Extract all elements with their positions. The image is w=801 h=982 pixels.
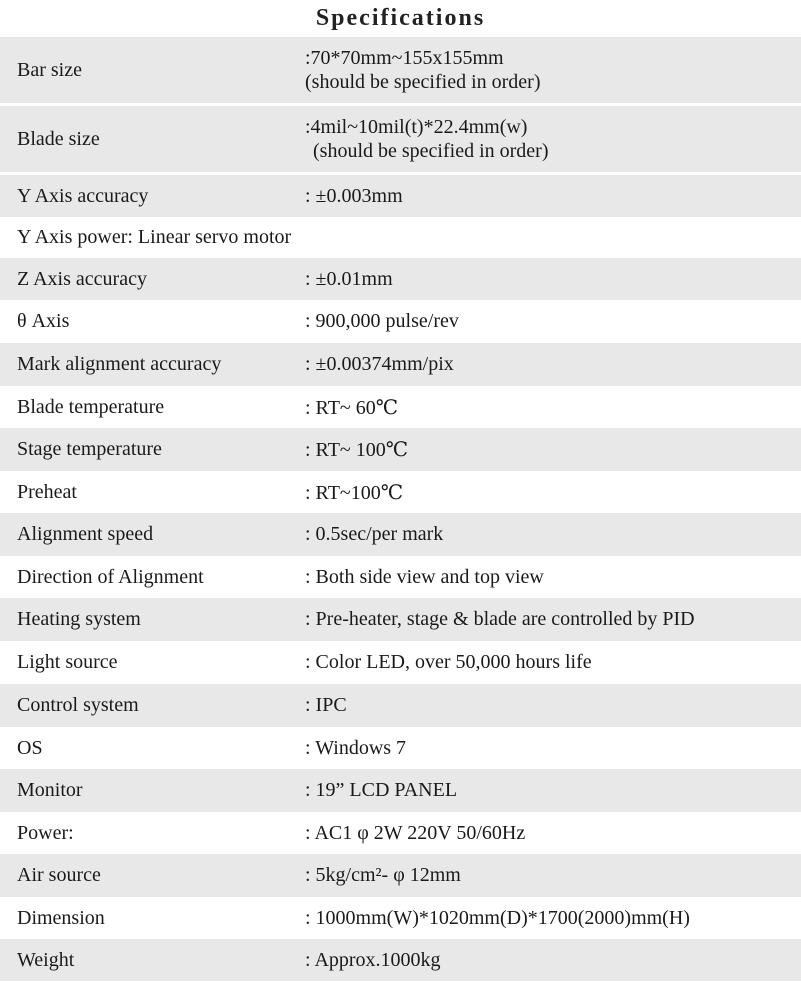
spec-row-os [0, 727, 801, 769]
spec-value: : Approx.1000kg [305, 948, 441, 971]
spec-row-air-source [0, 854, 801, 897]
spec-value-note: (should be specified in order) [305, 71, 541, 93]
spec-value-line: :4mil~10mil(t)*22.4mm(w) [305, 116, 528, 138]
spec-value: : RT~100℃ [305, 481, 404, 504]
spec-value-note: (should be specified in order) [313, 140, 549, 162]
spec-label: Blade size [17, 127, 100, 150]
spec-label: Air source [17, 864, 101, 886]
spec-value [305, 46, 801, 94]
spec-value: : 19” LCD PANEL [305, 779, 458, 801]
spec-label: Blade temperature [17, 395, 165, 418]
spec-row-weight [0, 939, 801, 981]
spec-value-line: :70*70mm~155x155mm [305, 47, 504, 69]
spec-value: : 1000mm(W)*1020mm(D)*1700(2000)mm(H) [305, 906, 690, 929]
spec-value: : ±0.00374mm/pix [305, 353, 454, 375]
spec-row-power [0, 812, 801, 854]
spec-row-light-source [0, 641, 801, 684]
spec-label: Heating system [17, 608, 141, 630]
page-title: Specifications [0, 0, 801, 37]
spec-value: : Windows 7 [305, 736, 407, 759]
spec-label: Weight [17, 948, 75, 971]
spec-row-blade-size [0, 106, 801, 172]
spec-label: Light source [17, 651, 118, 673]
spec-label: Preheat [17, 480, 77, 503]
spec-label: OS [17, 736, 43, 759]
spec-row-y-axis-power [0, 217, 801, 258]
spec-label: Z Axis accuracy [17, 267, 147, 290]
spec-label: Direction of Alignment [17, 565, 204, 588]
spec-value: : ±0.01mm [305, 267, 393, 290]
spec-value: : 5kg/cm²- φ 12mm [305, 864, 461, 886]
spec-row-monitor [0, 769, 801, 812]
spec-label: θ Axis [17, 310, 70, 332]
spec-label: Power: [17, 821, 74, 844]
spec-label: Control system [17, 694, 139, 716]
spec-value: : 0.5sec/per mark [305, 523, 444, 545]
spec-row-dimension [0, 897, 801, 939]
spec-row-preheat [0, 471, 801, 513]
spec-label: Y Axis accuracy [17, 184, 149, 207]
spec-label: Mark alignment accuracy [17, 353, 222, 375]
spec-value: : RT~ 100℃ [305, 439, 409, 461]
spec-row-mark-alignment-accuracy [0, 343, 801, 386]
spec-label: Alignment speed [17, 523, 154, 545]
spec-row-bar-size [0, 37, 801, 103]
spec-row-y-axis-accuracy [0, 175, 801, 217]
spec-row-stage-temperature [0, 428, 801, 471]
spec-label: Dimension [17, 906, 105, 929]
spec-value: : ±0.003mm [305, 184, 403, 207]
spec-row-heating-system [0, 598, 801, 641]
spec-value: : Color LED, over 50,000 hours life [305, 651, 592, 673]
spec-row-blade-temperature [0, 386, 801, 428]
spec-value: : Pre-heater, stage & blade are controlled by PID [305, 608, 695, 630]
spec-value [305, 115, 801, 163]
spec-row-theta-axis [0, 300, 801, 343]
spec-label: Y Axis power: Linear servo motor [17, 226, 292, 248]
spec-row-control-system [0, 684, 801, 727]
spec-label: Bar size [17, 58, 82, 81]
spec-value: : Both side view and top view [305, 565, 544, 588]
spec-value: : 900,000 pulse/rev [305, 310, 459, 332]
spec-value: : AC1 φ 2W 220V 50/60Hz [305, 821, 526, 844]
spec-label: Stage temperature [17, 438, 162, 460]
spec-label: Monitor [17, 779, 83, 801]
spec-value: : RT~ 60℃ [305, 396, 399, 419]
spec-value: : IPC [305, 694, 347, 716]
spec-row-alignment-speed [0, 513, 801, 556]
spec-row-direction-of-alignment [0, 556, 801, 598]
spec-row-z-axis-accuracy [0, 258, 801, 300]
